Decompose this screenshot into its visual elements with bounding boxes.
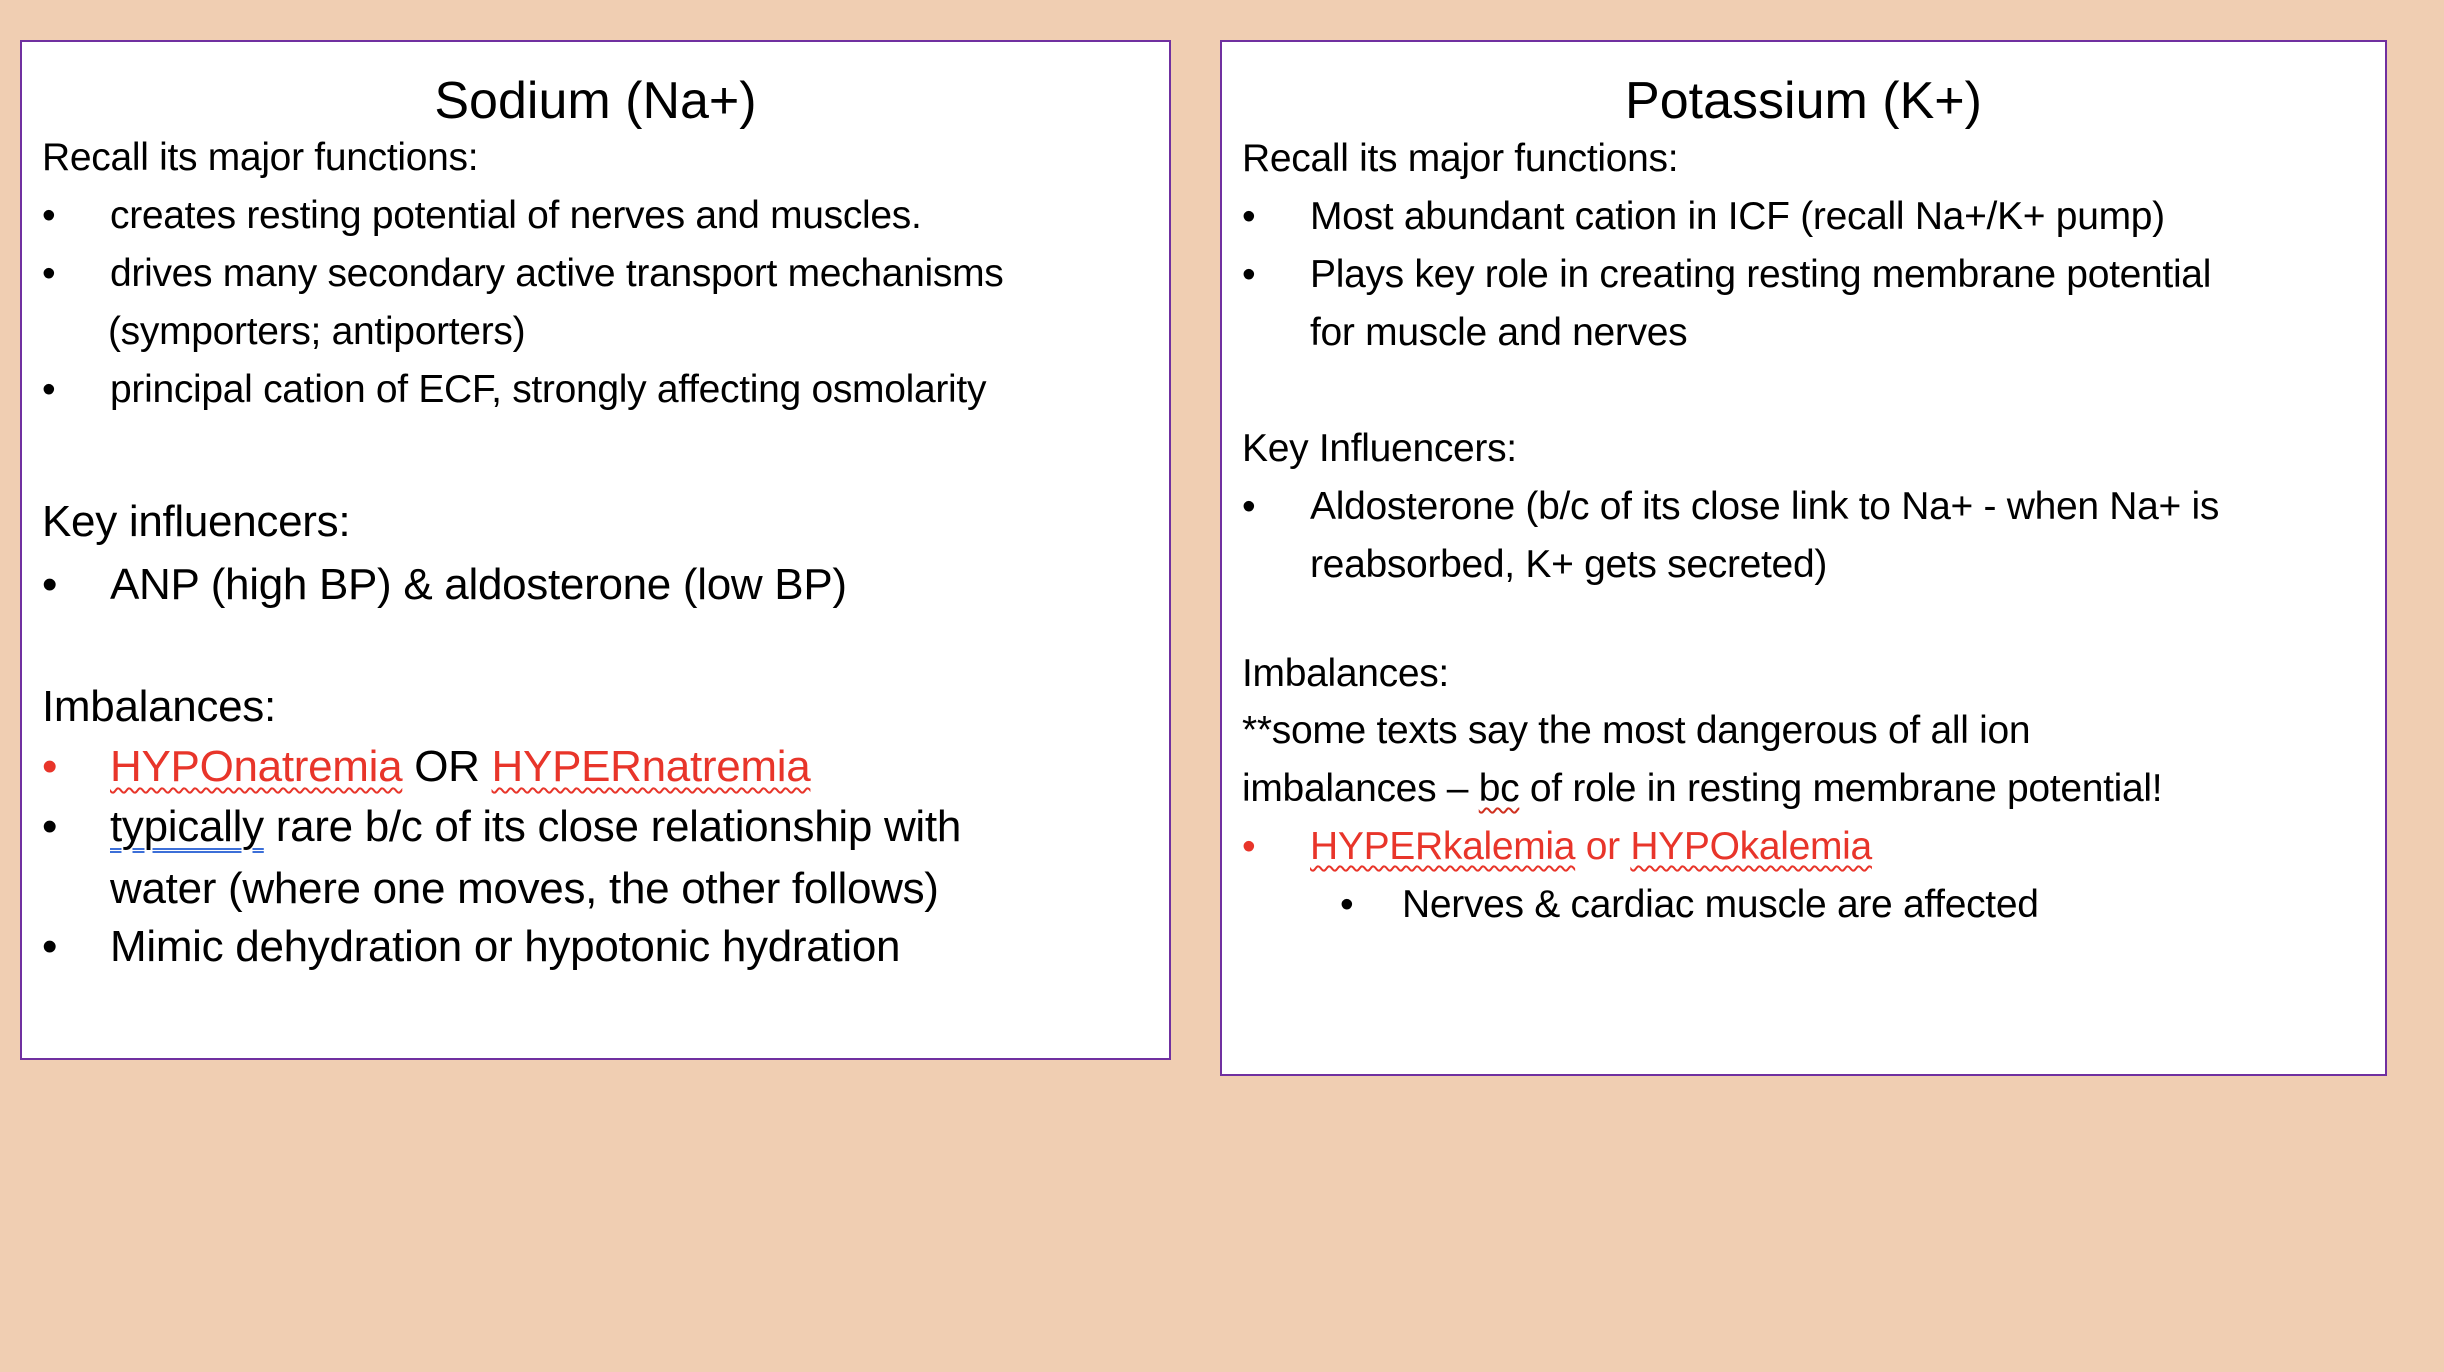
sodium-function-item: drives many secondary active transport mechanisms (110, 252, 1004, 295)
bullet-icon: • (42, 368, 56, 411)
potassium-influencer-item: Aldosterone (b/c of its close link to Na+ - when Na+ is (1310, 485, 2220, 528)
potassium-card (1220, 40, 2387, 1076)
bullet-icon: • (1242, 825, 1256, 868)
sodium-functions-heading: Recall its major functions: (42, 136, 479, 179)
sodium-imbalance-item (110, 802, 961, 851)
sub-bullet-icon: • (1340, 883, 1354, 926)
potassium-note-line: **some texts say the most dangerous of all ion (1242, 709, 2031, 752)
sodium-imbalance-item (110, 742, 811, 791)
hypernatremia-term: HYPERnatremia (491, 742, 811, 791)
potassium-functions-heading: Recall its major functions: (1242, 137, 1679, 180)
sodium-influencer-item: ANP (high BP) & aldosterone (low BP) (110, 560, 847, 609)
potassium-imbalance-item (1310, 827, 1872, 866)
potassium-influencer-item-continued: reabsorbed, K+ gets secreted) (1310, 543, 1828, 586)
bullet-icon: • (42, 802, 58, 851)
potassium-imbalances-heading: Imbalances: (1242, 652, 1449, 695)
or-joiner: OR (402, 742, 492, 791)
hypokalemia-term: HYPOkalemia (1630, 825, 1872, 868)
sodium-imbalance-item: Mimic dehydration or hypotonic hydration (110, 922, 901, 971)
potassium-imbalance-subitem: Nerves & cardiac muscle are affected (1402, 883, 2039, 926)
bullet-icon: • (42, 252, 56, 295)
bullet-icon: • (42, 194, 56, 237)
bullet-icon: • (1242, 253, 1256, 296)
bullet-icon: • (1242, 485, 1256, 528)
sodium-function-item: creates resting potential of nerves and muscles. (110, 194, 922, 237)
hyponatremia-term: HYPOnatremia (110, 742, 403, 791)
potassium-function-item: Most abundant cation in ICF (recall Na+/K+ pump) (1310, 195, 2165, 238)
bullet-icon: • (42, 742, 58, 791)
sodium-function-item: principal cation of ECF, strongly affecting osmolarity (110, 368, 987, 411)
sodium-imbalance-item-continued: water (where one moves, the other follows) (110, 864, 939, 913)
bullet-icon: • (42, 922, 58, 971)
bullet-icon: • (1242, 195, 1256, 238)
bullet-icon: • (42, 560, 58, 609)
or-joiner: or (1575, 825, 1631, 868)
potassium-influencers-heading: Key Influencers: (1242, 427, 1517, 470)
potassium-title: Potassium (K+) (1625, 72, 1982, 130)
sodium-function-item-continued: (symporters; antiporters) (108, 310, 526, 353)
potassium-function-item: Plays key role in creating resting membrane potential (1310, 253, 2212, 296)
sodium-influencers-heading: Key influencers: (42, 497, 351, 546)
typically-word: typically (110, 802, 264, 851)
imbalance-text: rare b/c of its close relationship with (263, 802, 961, 851)
hyperkalemia-term: HYPERkalemia (1310, 825, 1576, 868)
potassium-note-line (1242, 769, 2162, 808)
note-text: of role in resting membrane potential! (1519, 767, 2163, 810)
potassium-function-item-continued: for muscle and nerves (1310, 311, 1688, 354)
sodium-card (20, 40, 1171, 1060)
note-text: imbalances – (1242, 767, 1479, 810)
bc-abbrev: bc (1478, 767, 1520, 810)
sodium-title: Sodium (Na+) (434, 72, 757, 130)
sodium-imbalances-heading: Imbalances: (42, 682, 276, 731)
